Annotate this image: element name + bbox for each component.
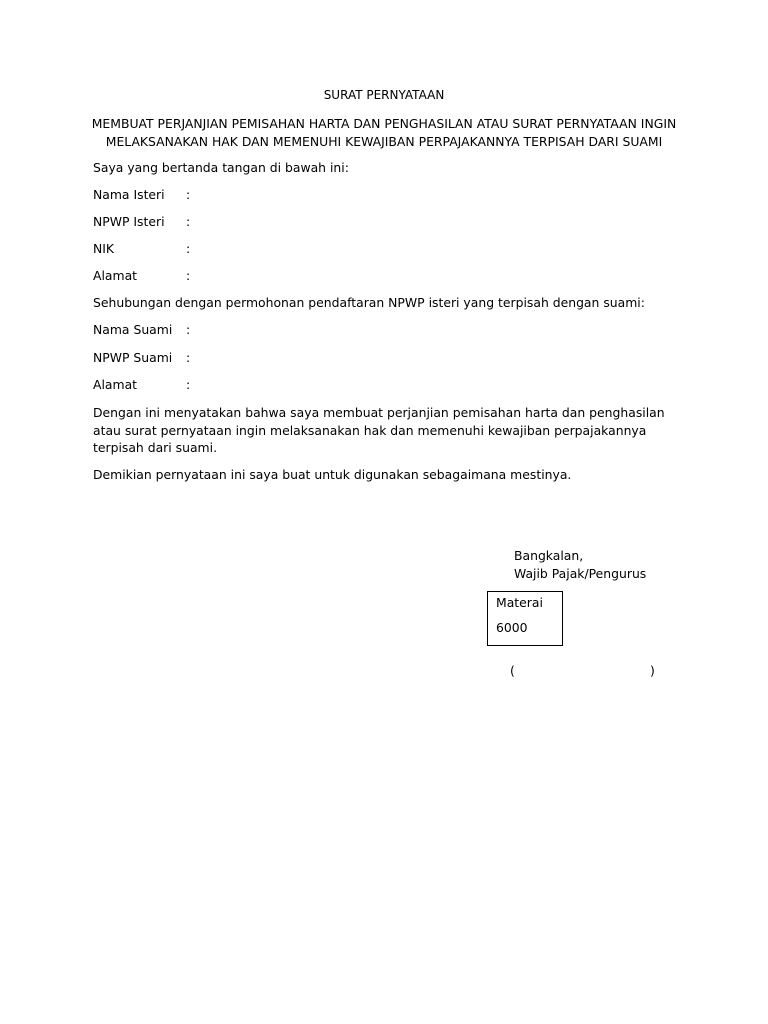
subtitle-line-1: MEMBUAT PERJANJIAN PEMISAHAN HARTA DAN PENGHASILAN ATAU SURAT PERNYATAAN INGIN — [91, 116, 677, 131]
stamp-value: 6000 — [496, 620, 528, 635]
document-title: SURAT PERNYATAAN — [323, 88, 445, 102]
field-label-nama-suami: Nama Suami — [93, 322, 173, 337]
field-label-alamat-isteri: Alamat — [93, 268, 138, 283]
field-colon: : — [186, 377, 191, 392]
signature-paren-close: ) — [650, 663, 655, 678]
document-subtitle — [60, 115, 708, 151]
stamp-label: Materai — [496, 595, 543, 610]
field-colon: : — [186, 214, 191, 229]
statement-paragraph: Dengan ini menyatakan bahwa saya membuat perjanjian pemisahan harta dan penghasilan atau surat pernyataan ingin melaksanakan hak dan memenuhi kewajiban perpajakannya terpisah dari suami. — [93, 405, 665, 455]
field-label-alamat-suami: Alamat — [93, 377, 138, 392]
field-label-npwp-suami: NPWP Suami — [93, 350, 173, 365]
field-label-nik: NIK — [93, 241, 115, 256]
closing-text: Demikian pernyataan ini saya buat untuk digunakan sebagaimana mestinya. — [93, 467, 572, 482]
stamp-box — [487, 591, 563, 646]
signature-place: Bangkalan, — [514, 548, 584, 563]
subtitle-line-2: MELAKSANAKAN HAK DAN MEMENUHI KEWAJIBAN PERPAJAKANNYA TERPISAH DARI SUAMI — [105, 134, 663, 149]
field-label-nama-isteri: Nama Isteri — [93, 187, 165, 202]
field-colon: : — [186, 187, 191, 202]
field-colon: : — [186, 241, 191, 256]
field-label-npwp-isteri: NPWP Isteri — [93, 214, 165, 229]
intro-text: Saya yang bertanda tangan di bawah ini: — [93, 160, 349, 175]
connector-text: Sehubungan dengan permohonan pendaftaran NPWP isteri yang terpisah dengan suami: — [93, 295, 645, 310]
signature-role: Wajib Pajak/Pengurus — [514, 566, 647, 581]
field-colon: : — [186, 268, 191, 283]
field-colon: : — [186, 322, 191, 337]
signature-paren-open: ( — [510, 663, 515, 678]
field-colon: : — [186, 350, 191, 365]
